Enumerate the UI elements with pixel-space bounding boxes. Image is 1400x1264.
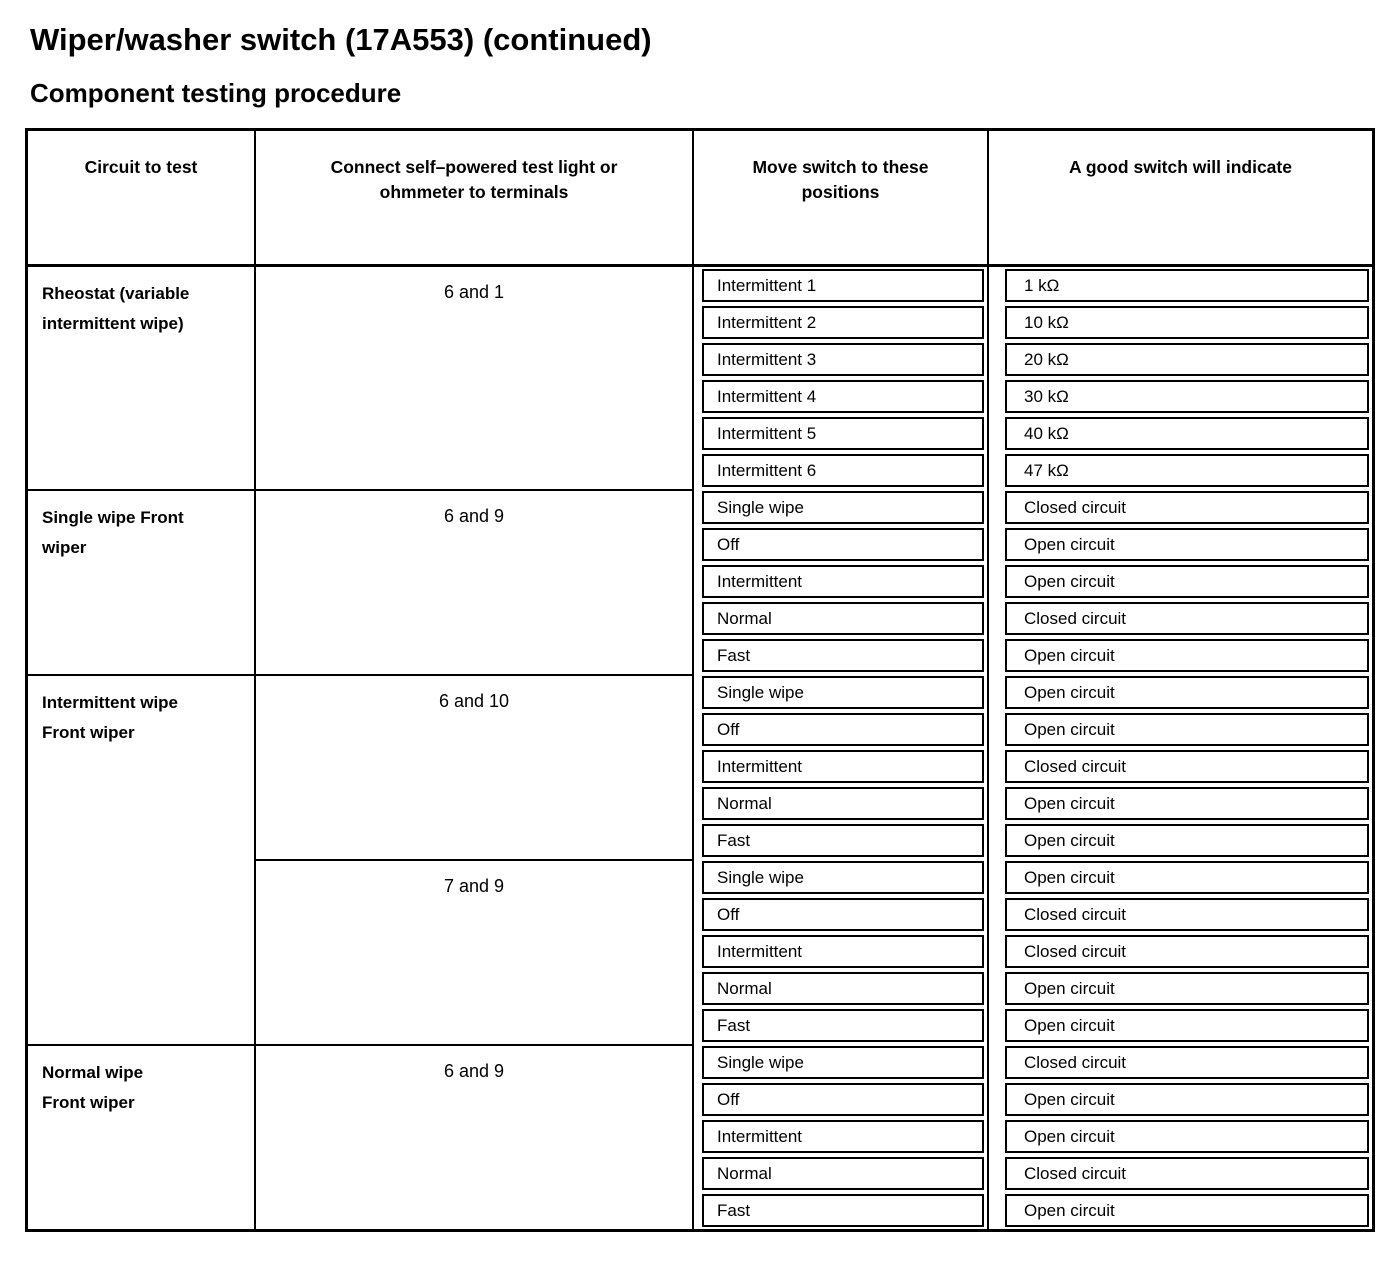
result-cell [989, 452, 1372, 489]
position-value: Single wipe [702, 491, 984, 524]
header-good-switch: A good switch will indicate [989, 131, 1372, 267]
result-cell [989, 822, 1372, 859]
section-label-line: Front wiper [42, 723, 135, 742]
position-cell [694, 1155, 989, 1192]
position-value: Intermittent [702, 935, 984, 968]
result-value: 1 kΩ [1005, 269, 1369, 302]
position-value: Off [702, 713, 984, 746]
position-value: Normal [702, 972, 984, 1005]
section-label-single-wipe [28, 489, 256, 674]
section-label-line: wiper [42, 538, 87, 557]
position-cell [694, 1007, 989, 1044]
result-value: Open circuit [1005, 787, 1369, 820]
position-cell [694, 896, 989, 933]
position-cell [694, 600, 989, 637]
result-cell [989, 1007, 1372, 1044]
position-value: Off [702, 1083, 984, 1116]
position-cell [694, 1044, 989, 1081]
result-cell [989, 378, 1372, 415]
position-cell [694, 415, 989, 452]
result-value: 47 kΩ [1005, 454, 1369, 487]
position-cell [694, 267, 989, 304]
position-cell [694, 785, 989, 822]
position-value: Intermittent [702, 565, 984, 598]
position-value: Fast [702, 824, 984, 857]
position-cell [694, 711, 989, 748]
section-label-intermittent-wipe [28, 674, 256, 1044]
position-cell [694, 822, 989, 859]
position-value: Intermittent [702, 1120, 984, 1153]
result-cell [989, 1192, 1372, 1229]
position-value: Normal [702, 1157, 984, 1190]
result-value: Open circuit [1005, 861, 1369, 894]
header-switch-positions: Move switch to these positions [694, 131, 989, 267]
result-value: Closed circuit [1005, 491, 1369, 524]
position-cell [694, 933, 989, 970]
terminals-cell: 6 and 1 [256, 267, 694, 489]
position-value: Normal [702, 602, 984, 635]
result-value: Open circuit [1005, 565, 1369, 598]
result-value: 40 kΩ [1005, 417, 1369, 450]
result-value: Closed circuit [1005, 898, 1369, 931]
result-cell [989, 933, 1372, 970]
result-value: Closed circuit [1005, 935, 1369, 968]
result-cell [989, 1044, 1372, 1081]
position-cell [694, 674, 989, 711]
result-cell [989, 341, 1372, 378]
section-label-line: Front wiper [42, 1093, 135, 1112]
result-cell [989, 415, 1372, 452]
position-value: Off [702, 528, 984, 561]
result-cell [989, 859, 1372, 896]
section-label-normal-wipe [28, 1044, 256, 1229]
position-value: Intermittent 6 [702, 454, 984, 487]
result-value: Open circuit [1005, 972, 1369, 1005]
result-value: 30 kΩ [1005, 380, 1369, 413]
result-cell [989, 711, 1372, 748]
result-cell [989, 970, 1372, 1007]
page-title: Wiper/washer switch (17A553) (continued) [30, 22, 652, 57]
position-value: Single wipe [702, 861, 984, 894]
component-testing-table [25, 128, 1375, 1232]
position-cell [694, 341, 989, 378]
position-value: Fast [702, 639, 984, 672]
result-value: Closed circuit [1005, 1157, 1369, 1190]
position-cell [694, 1118, 989, 1155]
result-cell [989, 600, 1372, 637]
position-value: Intermittent 3 [702, 343, 984, 376]
position-value: Intermittent 5 [702, 417, 984, 450]
result-value: Open circuit [1005, 639, 1369, 672]
result-value: Open circuit [1005, 713, 1369, 746]
position-cell [694, 970, 989, 1007]
result-cell [989, 1155, 1372, 1192]
position-value: Fast [702, 1194, 984, 1227]
position-value: Intermittent [702, 750, 984, 783]
result-value: Closed circuit [1005, 750, 1369, 783]
result-cell [989, 1081, 1372, 1118]
result-value: 20 kΩ [1005, 343, 1369, 376]
result-value: Open circuit [1005, 528, 1369, 561]
position-cell [694, 637, 989, 674]
result-value: Open circuit [1005, 1120, 1369, 1153]
result-value: 10 kΩ [1005, 306, 1369, 339]
header-circuit-to-test: Circuit to test [28, 131, 256, 267]
result-cell [989, 267, 1372, 304]
position-value: Off [702, 898, 984, 931]
terminals-cell: 6 and 9 [256, 489, 694, 674]
position-cell [694, 304, 989, 341]
result-cell [989, 304, 1372, 341]
result-value: Closed circuit [1005, 602, 1369, 635]
position-value: Single wipe [702, 676, 984, 709]
result-value: Closed circuit [1005, 1046, 1369, 1079]
page-subtitle: Component testing procedure [30, 78, 402, 108]
result-cell [989, 896, 1372, 933]
position-cell [694, 378, 989, 415]
position-value: Normal [702, 787, 984, 820]
result-cell [989, 1118, 1372, 1155]
header-connect-terminals: Connect self–powered test light or ohmmeter to terminals [256, 131, 694, 267]
result-value: Open circuit [1005, 676, 1369, 709]
position-value: Fast [702, 1009, 984, 1042]
position-cell [694, 526, 989, 563]
result-cell [989, 489, 1372, 526]
result-cell [989, 785, 1372, 822]
section-label-line: Normal wipe [42, 1063, 144, 1082]
section-label-line: intermittent wipe) [42, 314, 184, 333]
result-value: Open circuit [1005, 1194, 1369, 1227]
section-label-rheostat [28, 267, 256, 489]
position-cell [694, 1192, 989, 1229]
terminals-cell: 6 and 10 [256, 674, 694, 859]
result-cell [989, 748, 1372, 785]
position-cell [694, 452, 989, 489]
position-cell [694, 1081, 989, 1118]
terminals-cell: 6 and 9 [256, 1044, 694, 1229]
position-value: Intermittent 2 [702, 306, 984, 339]
result-value: Open circuit [1005, 1083, 1369, 1116]
position-cell [694, 748, 989, 785]
terminals-cell: 7 and 9 [256, 859, 694, 1044]
section-label-line: Intermittent wipe [42, 693, 179, 712]
result-cell [989, 526, 1372, 563]
result-cell [989, 674, 1372, 711]
result-value: Open circuit [1005, 824, 1369, 857]
position-value: Single wipe [702, 1046, 984, 1079]
result-cell [989, 563, 1372, 600]
position-cell [694, 489, 989, 526]
position-cell [694, 859, 989, 896]
section-label-line: Single wipe Front [42, 508, 184, 527]
position-cell [694, 563, 989, 600]
position-value: Intermittent 1 [702, 269, 984, 302]
result-cell [989, 637, 1372, 674]
result-value: Open circuit [1005, 1009, 1369, 1042]
position-value: Intermittent 4 [702, 380, 984, 413]
section-label-line: Rheostat (variable [42, 284, 190, 303]
